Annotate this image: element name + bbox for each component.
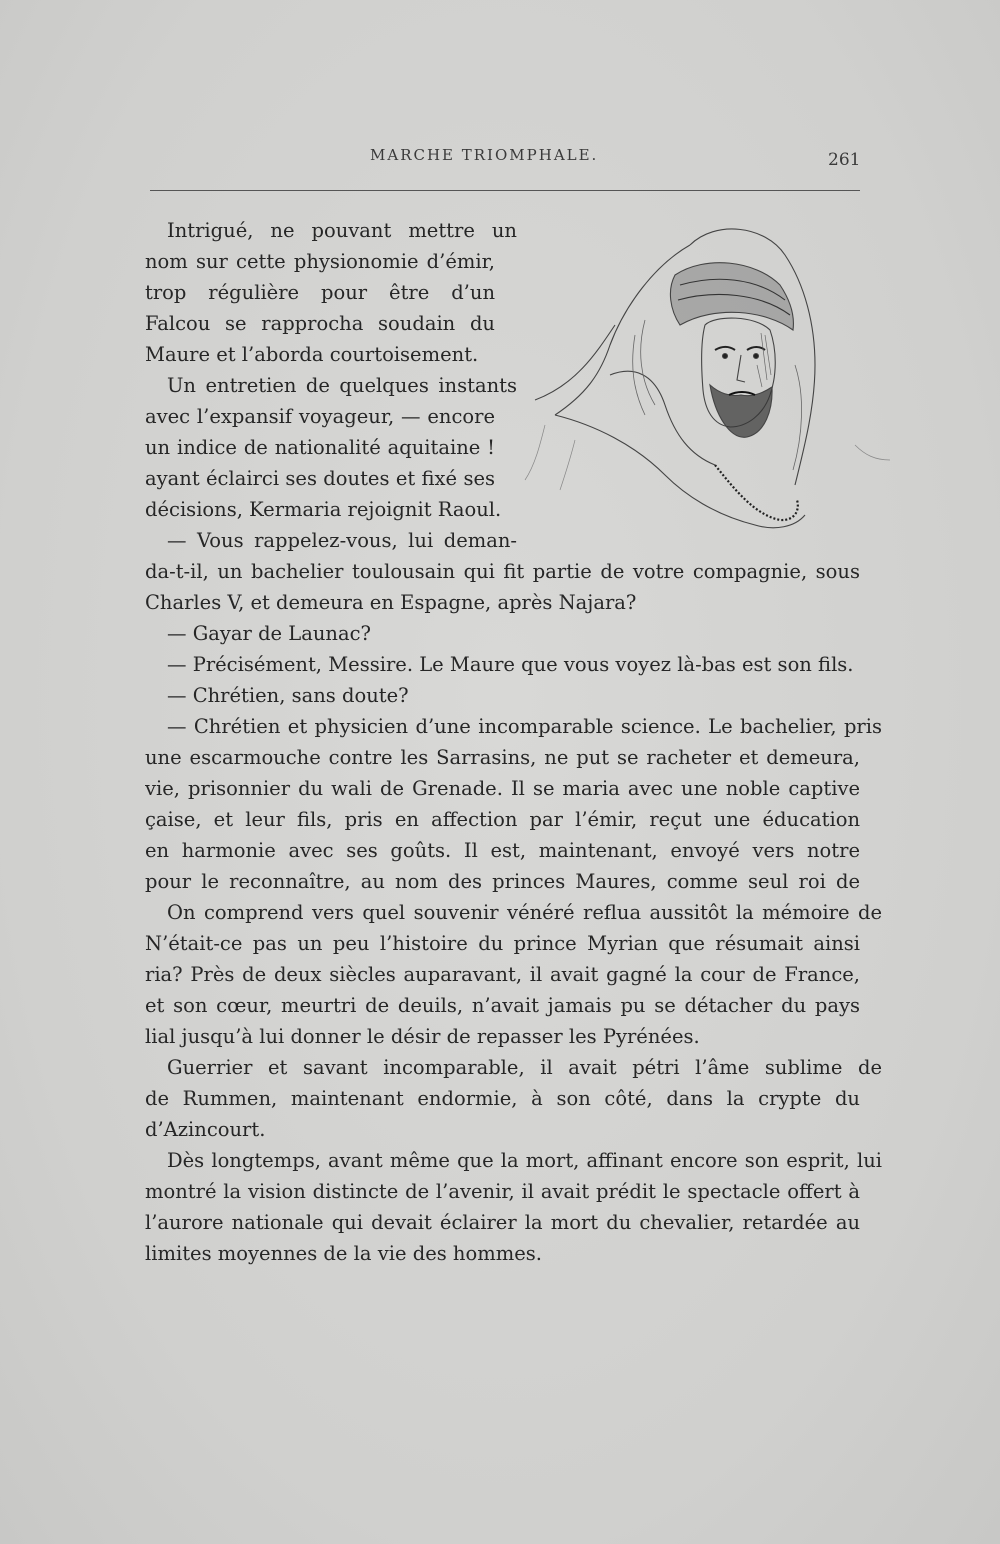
- text-line: trop régulière pour être d’un: [145, 281, 495, 304]
- text-line: — Chrétien, sans doute?: [167, 684, 409, 707]
- text-line: une escarmouche contre les Sarrasins, ne put se racheter et demeura,: [145, 746, 860, 769]
- text-line: — Précisément, Messire. Le Maure que vous voyez là-bas est son fils.: [167, 653, 854, 676]
- header-rule: [150, 190, 860, 191]
- text-line: Falcou se rapprocha soudain du: [145, 312, 495, 335]
- text-line: pour le reconnaître, au nom des princes Maures, comme seul roi de: [145, 870, 860, 893]
- text-line: ayant éclairci ses doutes et fixé ses: [145, 467, 495, 490]
- text-line: un indice de nationalité aquitaine !: [145, 436, 495, 459]
- text-line: da-t-il, un bachelier toulousain qui fit partie de votre compagnie, sous: [145, 560, 860, 583]
- text-line: — Vous rappelez-vous, lui deman-: [167, 529, 517, 552]
- text-line: — Gayar de Launac?: [167, 622, 371, 645]
- text-line: — Chrétien et physicien d’une incomparable science. Le bachelier, pris: [167, 715, 882, 738]
- text-line: Dès longtemps, avant même que la mort, affinant encore son esprit, lui: [167, 1149, 882, 1172]
- text-line: lial jusqu’à lui donner le désir de repasser les Pyrénées.: [145, 1025, 700, 1048]
- text-line: Charles V, et demeura en Espagne, après Najara?: [145, 591, 637, 614]
- body-text: [145, 215, 882, 1269]
- text-line: çaise, et leur fils, pris en affection par l’émir, reçut une éducation: [145, 808, 860, 831]
- running-title: MARCHE TRIOMPHALE.: [370, 146, 599, 164]
- text-line: nom sur cette physionomie d’émir,: [145, 250, 495, 273]
- text-line: Maure et l’aborda courtoisement.: [145, 343, 479, 366]
- text-line: de Rummen, maintenant endormie, à son côté, dans la crypte du: [145, 1087, 860, 1110]
- text-line: limites moyennes de la vie des hommes.: [145, 1242, 542, 1265]
- text-line: montré la vision distincte de l’avenir, il avait prédit le spectacle offert à: [145, 1180, 860, 1203]
- text-line: Un entretien de quelques instants: [167, 374, 517, 397]
- text-line: et son cœur, meurtri de deuils, n’avait jamais pu se détacher du pays: [145, 994, 860, 1017]
- text-line: ria? Près de deux siècles auparavant, il avait gagné la cour de France,: [145, 963, 860, 986]
- text-line: avec l’expansif voyageur, — encore: [145, 405, 495, 428]
- text-line: vie, prisonnier du wali de Grenade. Il se maria avec une noble captive: [145, 777, 860, 800]
- text-line: d’Azincourt.: [145, 1118, 266, 1141]
- text-line: N’était-ce pas un peu l’histoire du prince Myrian que résumait ainsi: [145, 932, 860, 955]
- text-line: Intrigué, ne pouvant mettre un: [167, 219, 517, 242]
- text-line: l’aurore nationale qui devait éclairer la mort du chevalier, retardée au: [145, 1211, 860, 1234]
- text-line: décisions, Kermaria rejoignit Raoul.: [145, 498, 502, 521]
- text-line: Guerrier et savant incomparable, il avait pétri l’âme sublime de: [167, 1056, 882, 1079]
- text-line: On comprend vers quel souvenir vénéré reflua aussitôt la mémoire de: [167, 901, 882, 924]
- text-line: en harmonie avec ses goûts. Il est, maintenant, envoyé vers notre: [145, 839, 860, 862]
- page-number: 261: [828, 150, 861, 170]
